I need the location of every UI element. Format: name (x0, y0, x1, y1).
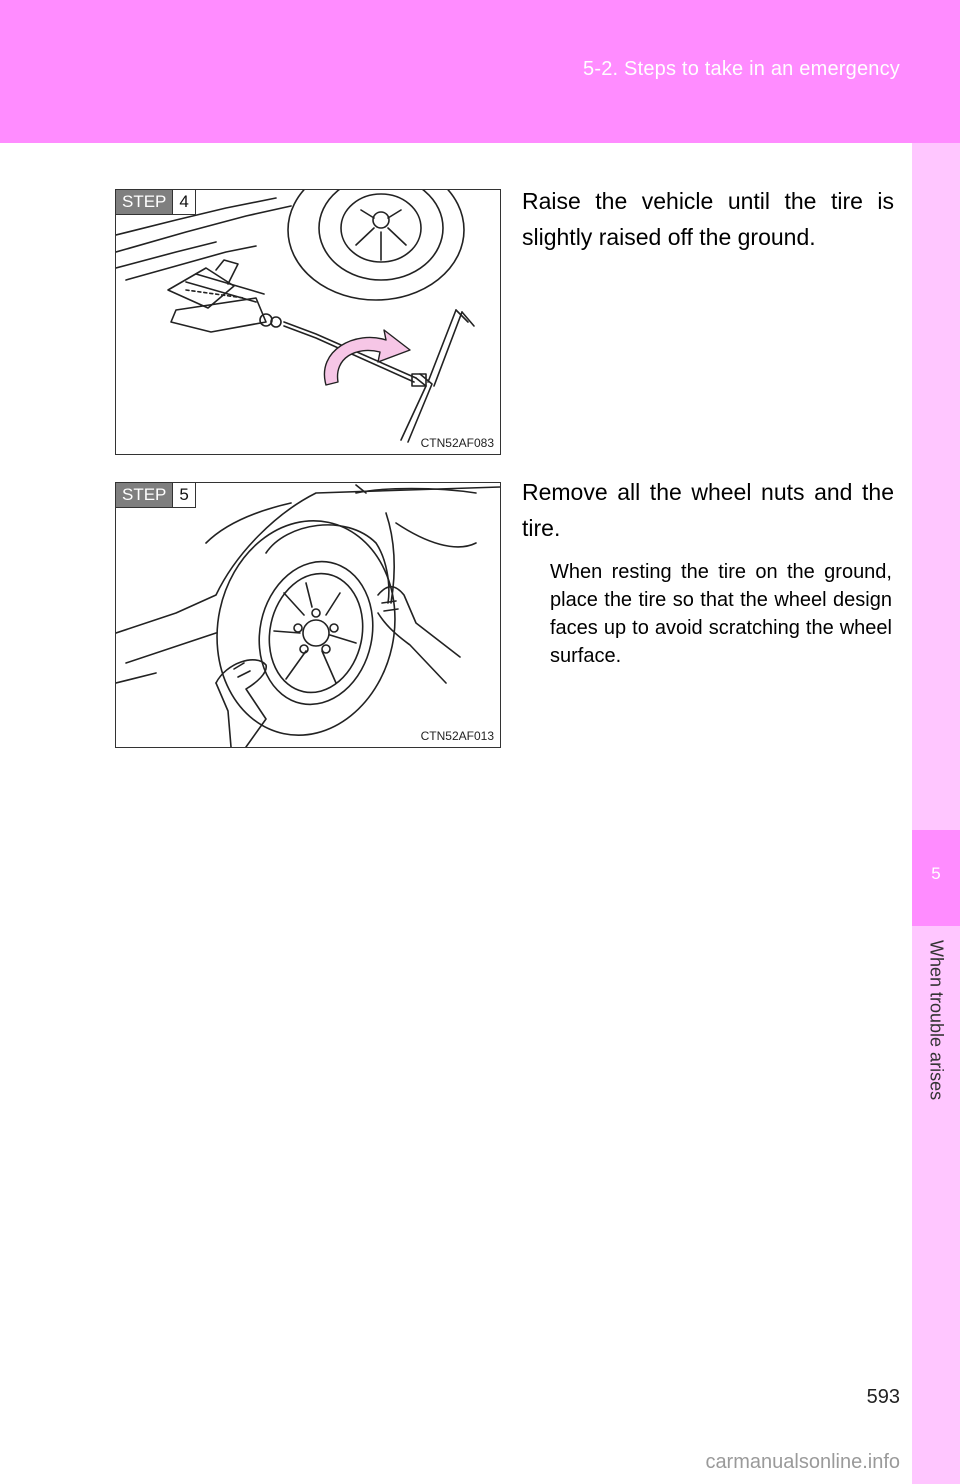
step-5-tag (116, 483, 196, 508)
step-label: STEP (116, 190, 172, 214)
watermark: carmanualsonline.info (705, 1451, 900, 1473)
step-number: 5 (172, 483, 194, 507)
side-tab-strip (912, 143, 960, 1484)
step-number: 4 (172, 190, 194, 214)
page-header-band (0, 0, 960, 143)
step-label: STEP (116, 483, 172, 507)
rotation-arrow-icon (324, 330, 410, 385)
chapter-number: 5 (931, 864, 941, 883)
page-number: 593 (866, 1386, 900, 1408)
chapter-label: When trouble arises (926, 940, 947, 1101)
section-title: 5-2. Steps to take in an emergency (583, 58, 900, 80)
step-5-illustration (115, 482, 501, 748)
step-4-tag (116, 190, 196, 215)
step-4-illustration (115, 189, 501, 455)
step-4-text: Raise the vehicle until the tire is slightly raised off the ground. (522, 188, 894, 250)
figure-code: CTN52AF083 (420, 436, 494, 450)
step-5-text: Remove all the wheel nuts and the tire. (522, 479, 894, 541)
tire-removal-drawing (116, 483, 500, 747)
figure-code: CTN52AF013 (420, 729, 494, 743)
jack-raising-drawing (116, 190, 500, 454)
step-5-note: When resting the tire on the ground, place the tire so that the wheel design faces up to avoid scratching the wheel surface. (550, 561, 892, 667)
